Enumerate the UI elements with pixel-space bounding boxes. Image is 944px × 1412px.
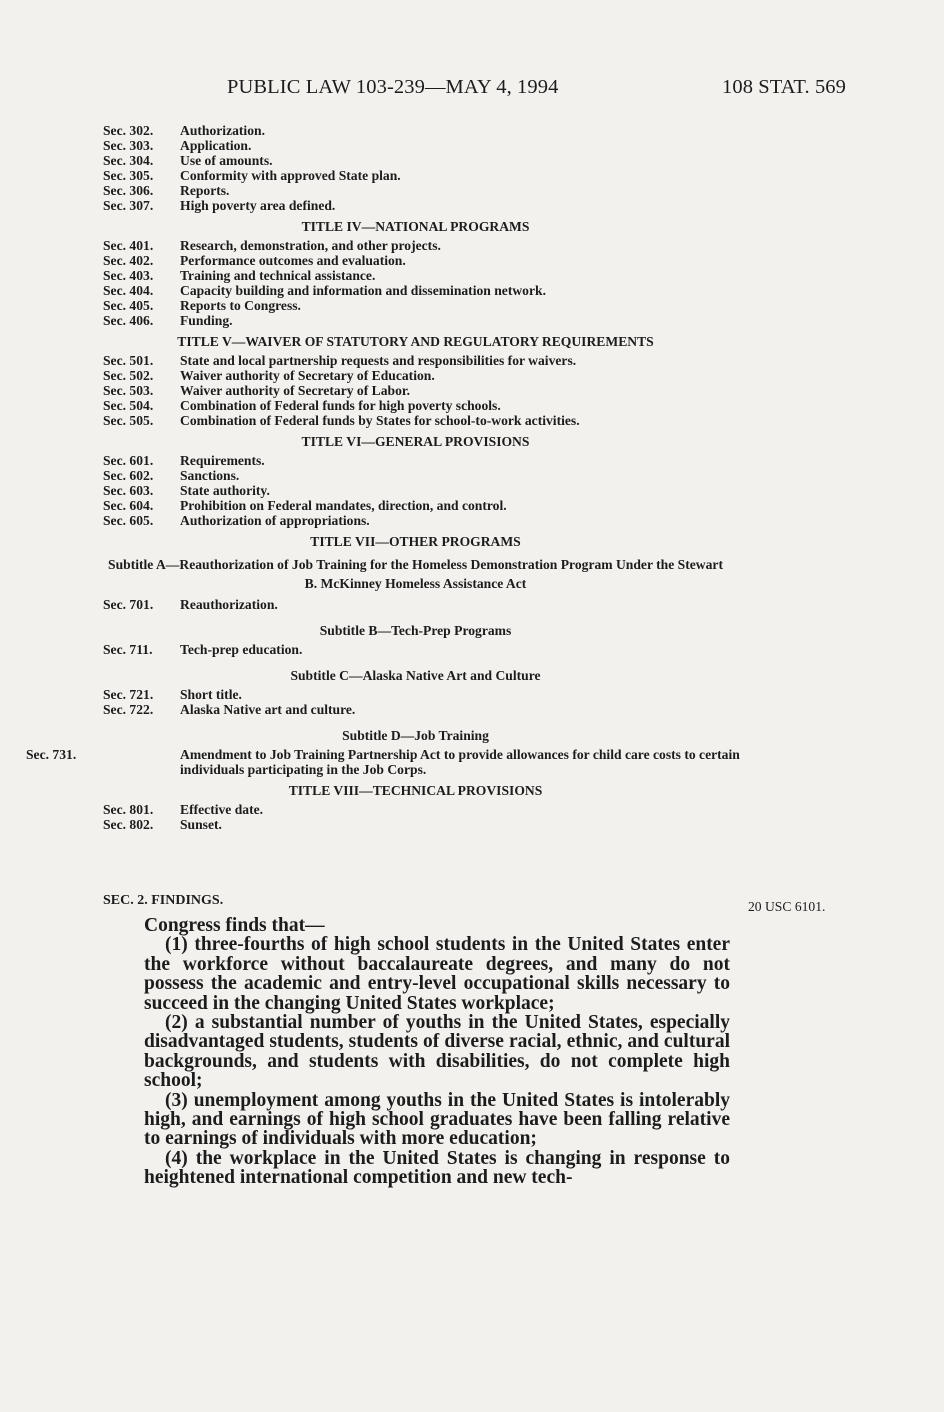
toc-entry bbox=[26, 747, 805, 777]
finding-paragraph: (2) a substantial number of youths in the United States, especially disadvantaged students, students of diverse racial, ethnic, and cultural backgrounds, and students with disabilities, do not complete high school; bbox=[144, 1012, 730, 1092]
title-vii-heading: TITLE VII—OTHER PROGRAMS bbox=[310, 534, 521, 549]
toc-sec-no: Sec. 721. bbox=[103, 687, 154, 702]
toc-sec-title: Funding. bbox=[180, 313, 233, 328]
toc-sec-no: Sec. 405. bbox=[103, 298, 154, 313]
toc-entry bbox=[103, 183, 743, 198]
toc-sec-no: Sec. 306. bbox=[103, 183, 154, 198]
finding-paragraph: (4) the workplace in the United States is changing in response to heightened international competition and new tech- bbox=[144, 1147, 730, 1189]
toc-sec-title: State authority. bbox=[180, 483, 270, 498]
toc-entry bbox=[103, 413, 743, 428]
toc-sec-title: Sunset. bbox=[180, 817, 222, 832]
toc-sec-title: Reauthorization. bbox=[180, 597, 278, 612]
toc-entry bbox=[103, 597, 743, 612]
toc-sec-title: Combination of Federal funds for high poverty schools. bbox=[180, 398, 501, 413]
toc-entry bbox=[103, 642, 743, 657]
findings-text bbox=[144, 916, 730, 1188]
toc-sec-no: Sec. 601. bbox=[103, 453, 154, 468]
toc-sec-title: Authorization of appropriations. bbox=[180, 513, 370, 528]
toc-sec-no: Sec. 401. bbox=[103, 238, 154, 253]
toc-entry bbox=[103, 802, 743, 817]
toc-sec-title: Tech-prep education. bbox=[180, 642, 303, 657]
toc-sec-no: Sec. 501. bbox=[103, 353, 154, 368]
subtitle-c-heading: Subtitle C—Alaska Native Art and Culture bbox=[290, 668, 541, 683]
toc-sec-no: Sec. 307. bbox=[103, 198, 154, 213]
toc-sec-title: Alaska Native art and culture. bbox=[180, 702, 356, 717]
title-v-heading: TITLE V—WAIVER OF STATUTORY AND REGULATORY REQUIREMENTS bbox=[177, 334, 654, 349]
toc-sec-title: Reports. bbox=[180, 183, 230, 198]
subtitle-d-heading: Subtitle D—Job Training bbox=[342, 728, 489, 743]
toc-sec-title: Capacity building and information and dissemination network. bbox=[180, 283, 546, 298]
toc-sec-no: Sec. 403. bbox=[103, 268, 154, 283]
toc-entry bbox=[103, 313, 743, 328]
toc-entry bbox=[103, 268, 743, 283]
toc-entry bbox=[103, 153, 743, 168]
toc-entry bbox=[103, 368, 743, 383]
running-head bbox=[0, 76, 944, 104]
toc-sec-no: Sec. 305. bbox=[103, 168, 154, 183]
finding-paragraph: (3) unemployment among youths in the United States is intolerably high, and earnings of high school graduates have been falling relative to earnings of individuals with more education; bbox=[144, 1089, 730, 1150]
toc-entry bbox=[103, 198, 743, 213]
header-page-number: 108 STAT. 569 bbox=[722, 76, 846, 98]
toc-entry bbox=[103, 687, 743, 702]
toc-sec-title: Training and technical assistance. bbox=[180, 268, 376, 283]
toc-sec-no: Sec. 801. bbox=[103, 802, 154, 817]
toc-sec-title: Prohibition on Federal mandates, direction, and control. bbox=[180, 498, 507, 513]
toc-sec-no: Sec. 604. bbox=[103, 498, 154, 513]
toc-sec-title: Short title. bbox=[180, 687, 242, 702]
title-vi-heading: TITLE VI—GENERAL PROVISIONS bbox=[301, 434, 530, 449]
toc-entry bbox=[103, 817, 743, 832]
subtitle-b-heading: Subtitle B—Tech-Prep Programs bbox=[319, 623, 512, 638]
toc-sec-no: Sec. 505. bbox=[103, 413, 154, 428]
toc-entry bbox=[103, 498, 743, 513]
title-viii-heading: TITLE VIII—TECHNICAL PROVISIONS bbox=[288, 783, 543, 798]
toc-sec-title: Effective date. bbox=[180, 802, 264, 817]
header-citation: PUBLIC LAW 103-239—MAY 4, 1994 bbox=[227, 76, 559, 98]
toc-sec-no: Sec. 304. bbox=[103, 153, 154, 168]
toc-sec-no: Sec. 502. bbox=[103, 368, 154, 383]
toc-sec-no: Sec. 302. bbox=[103, 123, 154, 138]
subtitle-a-heading: Subtitle A—Reauthorization of Job Training for the Homeless Demonstration Program Under the Stewart B. McKinney Homeless Assistance Act bbox=[108, 557, 723, 591]
toc-sec-no: Sec. 603. bbox=[103, 483, 154, 498]
toc-entry bbox=[103, 138, 743, 153]
toc-entry bbox=[103, 123, 743, 138]
toc-sec-title: Sanctions. bbox=[180, 468, 240, 483]
toc-sec-title: Requirements. bbox=[180, 453, 265, 468]
toc-sec-title: Reports to Congress. bbox=[180, 298, 301, 313]
usc-margin-note: 20 USC 6101. bbox=[748, 899, 826, 914]
toc-sec-no: Sec. 605. bbox=[103, 513, 154, 528]
toc-sec-no: Sec. 701. bbox=[103, 597, 154, 612]
toc-sec-no: Sec. 711. bbox=[103, 642, 153, 657]
finding-paragraph: (1) three-fourths of high school students in the United States enter the workforce without baccalaureate degrees, and many do not possess the academic and entry-level occupational skills necessary to succeed in the changing United States workplace; bbox=[144, 934, 730, 1014]
toc-sec-title: Conformity with approved State plan. bbox=[180, 168, 401, 183]
toc-sec-title: Waiver authority of Secretary of Labor. bbox=[180, 383, 411, 398]
toc-sec-title: Use of amounts. bbox=[180, 153, 273, 168]
toc-sec-title: Authorization. bbox=[180, 123, 265, 138]
toc-entry bbox=[103, 453, 743, 468]
toc-entry bbox=[103, 483, 743, 498]
toc-sec-no: Sec. 406. bbox=[103, 313, 154, 328]
toc-sec-no: Sec. 722. bbox=[103, 702, 154, 717]
toc-sec-title: Waiver authority of Secretary of Education. bbox=[180, 368, 435, 383]
toc-sec-no: Sec. 602. bbox=[103, 468, 154, 483]
toc-sec-title: Combination of Federal funds by States for school-to-work activities. bbox=[180, 413, 580, 428]
title-iv-heading: TITLE IV—NATIONAL PROGRAMS bbox=[301, 219, 530, 234]
table-of-contents bbox=[26, 123, 743, 832]
toc-sec-no: Sec. 404. bbox=[103, 283, 154, 298]
toc-sec-no: Sec. 503. bbox=[103, 383, 154, 398]
toc-sec-no: Sec. 504. bbox=[103, 398, 154, 413]
toc-sec-no: Sec. 731. bbox=[26, 747, 77, 762]
toc-sec-title: Amendment to Job Training Partnership Act to provide allowances for child care costs to certain individuals participating in the Job Corps. bbox=[180, 747, 740, 777]
toc-entry bbox=[103, 398, 743, 413]
toc-entry bbox=[103, 253, 743, 268]
toc-entry bbox=[103, 298, 743, 313]
toc-sec-title: State and local partnership requests and responsibilities for waivers. bbox=[180, 353, 577, 368]
toc-sec-title: High poverty area defined. bbox=[180, 198, 336, 213]
toc-entry bbox=[103, 353, 743, 368]
toc-entry bbox=[103, 383, 743, 398]
toc-sec-no: Sec. 402. bbox=[103, 253, 154, 268]
toc-sec-no: Sec. 802. bbox=[103, 817, 154, 832]
toc-entry bbox=[103, 468, 743, 483]
findings-intro: Congress finds that— bbox=[144, 915, 325, 936]
toc-entry bbox=[103, 702, 743, 717]
toc-entry bbox=[103, 168, 743, 183]
toc-sec-title: Research, demonstration, and other projects. bbox=[180, 238, 441, 253]
toc-sec-no: Sec. 303. bbox=[103, 138, 154, 153]
toc-entry bbox=[103, 238, 743, 253]
toc-entry bbox=[103, 513, 743, 528]
toc-sec-title: Performance outcomes and evaluation. bbox=[180, 253, 406, 268]
section-2-heading: SEC. 2. FINDINGS. bbox=[103, 893, 224, 908]
toc-entry bbox=[103, 283, 743, 298]
toc-sec-title: Application. bbox=[180, 138, 252, 153]
